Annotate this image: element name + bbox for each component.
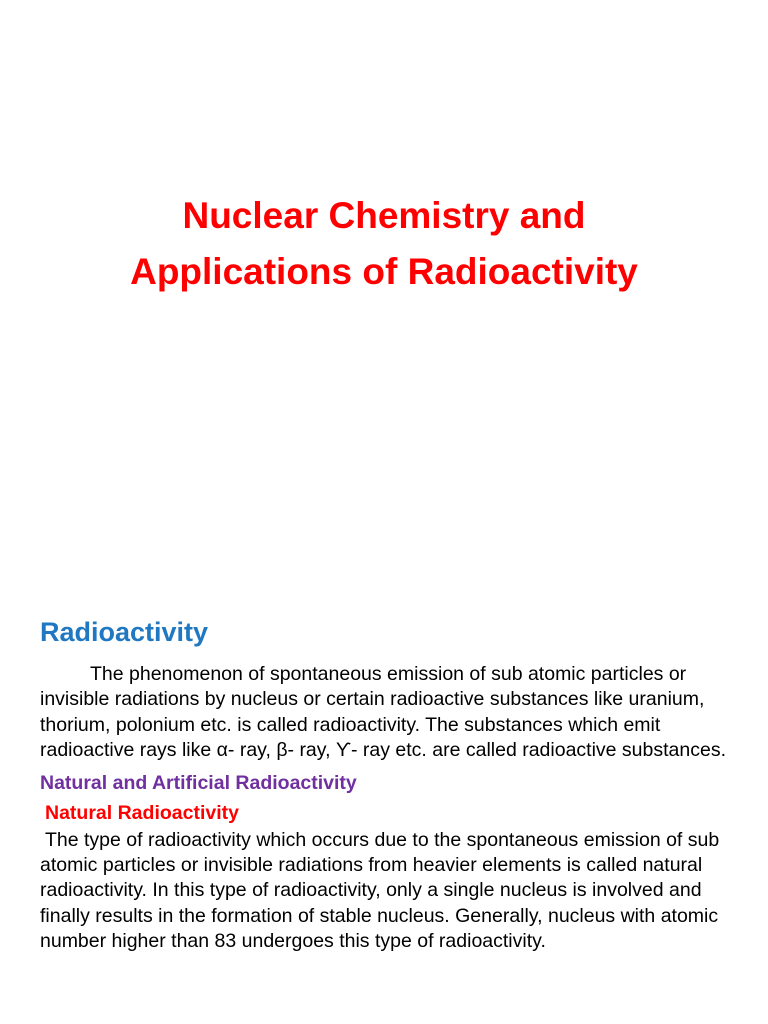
sub-heading: Natural and Artificial Radioactivity [40, 771, 357, 794]
natural-radioactivity-paragraph: The type of radioactivity which occurs due to the spontaneous emission of sub atomic particles or invisible radiations from heavier elements is called natural radioactivity. In this type of radioactivity, only a single nucleus is involved and finally results in the formation of stable nucleus. Generally, nucleus with atomic number higher than 83 undergoes this type of radioactivity. [40, 828, 720, 953]
sub-sub-heading: Natural Radioactivity [45, 801, 239, 824]
definition-paragraph: The phenomenon of spontaneous emission of sub atomic particles or invisible radiations by nucleus or certain radioactive substances like uranium, thorium, polonium etc. is called radioactivity. The substances which emit radioactive rays like α- ray, β- ray, ϒ- ray etc. are called radioactive substances. [40, 663, 726, 762]
slide-title-line-1: Nuclear Chemistry and [182, 195, 586, 236]
title-slide [0, 188, 768, 300]
slide-title-line-2: Applications of Radioactivity [130, 251, 638, 292]
section-heading: Radioactivity [40, 617, 209, 647]
content-slide [40, 612, 740, 955]
